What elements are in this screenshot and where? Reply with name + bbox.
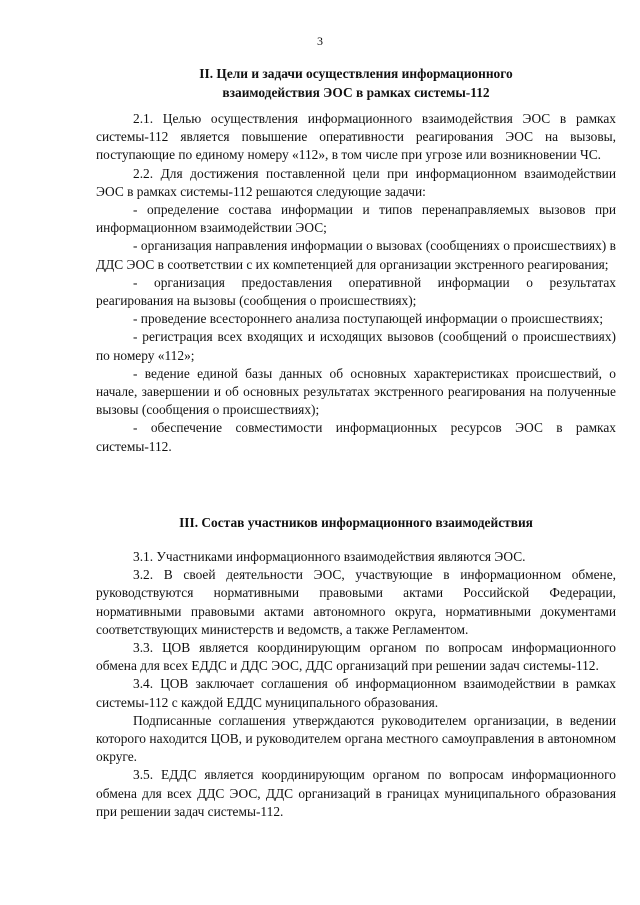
paragraph-2-1: 2.1. Целью осуществления информационного взаимодействия ЭОС в рамках системы-112 является повышение оперативности реагирования ЭОС на вызовы, поступающие по единому номеру «112», в том числе при угрозе или возникновении ЧС. bbox=[96, 111, 616, 163]
paragraph-3-5: 3.5. ЕДДС является координирующим органом по вопросам информационного обмена для всех ДДС ЭОС, ДДС организаций в границах муниципального образования при решении задач системы-112. bbox=[96, 767, 616, 819]
section-2-title bbox=[96, 64, 616, 102]
task-item: - обеспечение совместимости информационных ресурсов ЭОС в рамках системы-112. bbox=[96, 420, 616, 454]
paragraph-3-4: 3.4. ЦОВ заключает соглашения об информационном взаимодействии в рамках системы-112 с каждой ЕДДС муниципального образования. bbox=[96, 676, 616, 710]
paragraph-3-1: 3.1. Участниками информационного взаимодействия являются ЭОС. bbox=[133, 549, 526, 564]
task-item: - проведение всестороннего анализа поступающей информации о происшествиях; bbox=[133, 311, 604, 327]
task-item: - организация направления информации о вызовах (сообщениях о происшествиях) в ДДС ЭОС в соответствии с их компетенцией для организации экстренного реагирования; bbox=[96, 238, 616, 272]
section-3-body bbox=[96, 548, 616, 821]
paragraph-3-3: 3.3. ЦОВ является координирующим органом по вопросам информационного обмена для всех ЕДДС и ДДС ЭОС, ДДС организаций при решении задач системы-112. bbox=[96, 640, 616, 674]
task-item: - ведение единой базы данных об основных характеристиках происшествий, о начале, завершении и об основных результатах экстренного реагирования на полученные вызовы (сообщения о происшествиях); bbox=[96, 365, 616, 418]
section-2-title-line-1: II. Цели и задачи осуществления информационного bbox=[199, 66, 513, 81]
task-item: - регистрация всех входящих и исходящих вызовов (сообщений о происшествиях) по номеру «112»; bbox=[96, 329, 616, 363]
paragraph-3-4-note: Подписанные соглашения утверждаются руководителем организации, в ведении которого находится ЦОВ, и руководителем органа местного самоуправления в автономном округе. bbox=[96, 712, 616, 765]
page-number: 3 bbox=[317, 34, 323, 48]
task-item: - определение состава информации и типов перенаправляемых вызовов при информационном взаимодействии ЭОС; bbox=[96, 202, 616, 236]
paragraph-3-2: 3.2. В своей деятельности ЭОС, участвующие в информационном обмене, руководствуются нормативными правовыми актами Российской Федерации, нормативными правовыми актами автономного округа, нормативными документами соответствующих министерств и ведомств, а также Регламентом. bbox=[96, 567, 616, 637]
paragraph-2-2: 2.2. Для достижения поставленной цели при информационном взаимодействии ЭОС в рамках системы-112 решаются следующие задачи: bbox=[96, 165, 616, 199]
section-2-body bbox=[96, 110, 616, 456]
section-2-title-line-2: взаимодействия ЭОС в рамках системы-112 bbox=[222, 85, 490, 100]
task-item: - организация предоставления оперативной информации о результатах реагирования на вызовы (сообщения о происшествиях); bbox=[96, 274, 616, 309]
section-3-title: III. Состав участников информационного взаимодействия bbox=[179, 515, 533, 530]
